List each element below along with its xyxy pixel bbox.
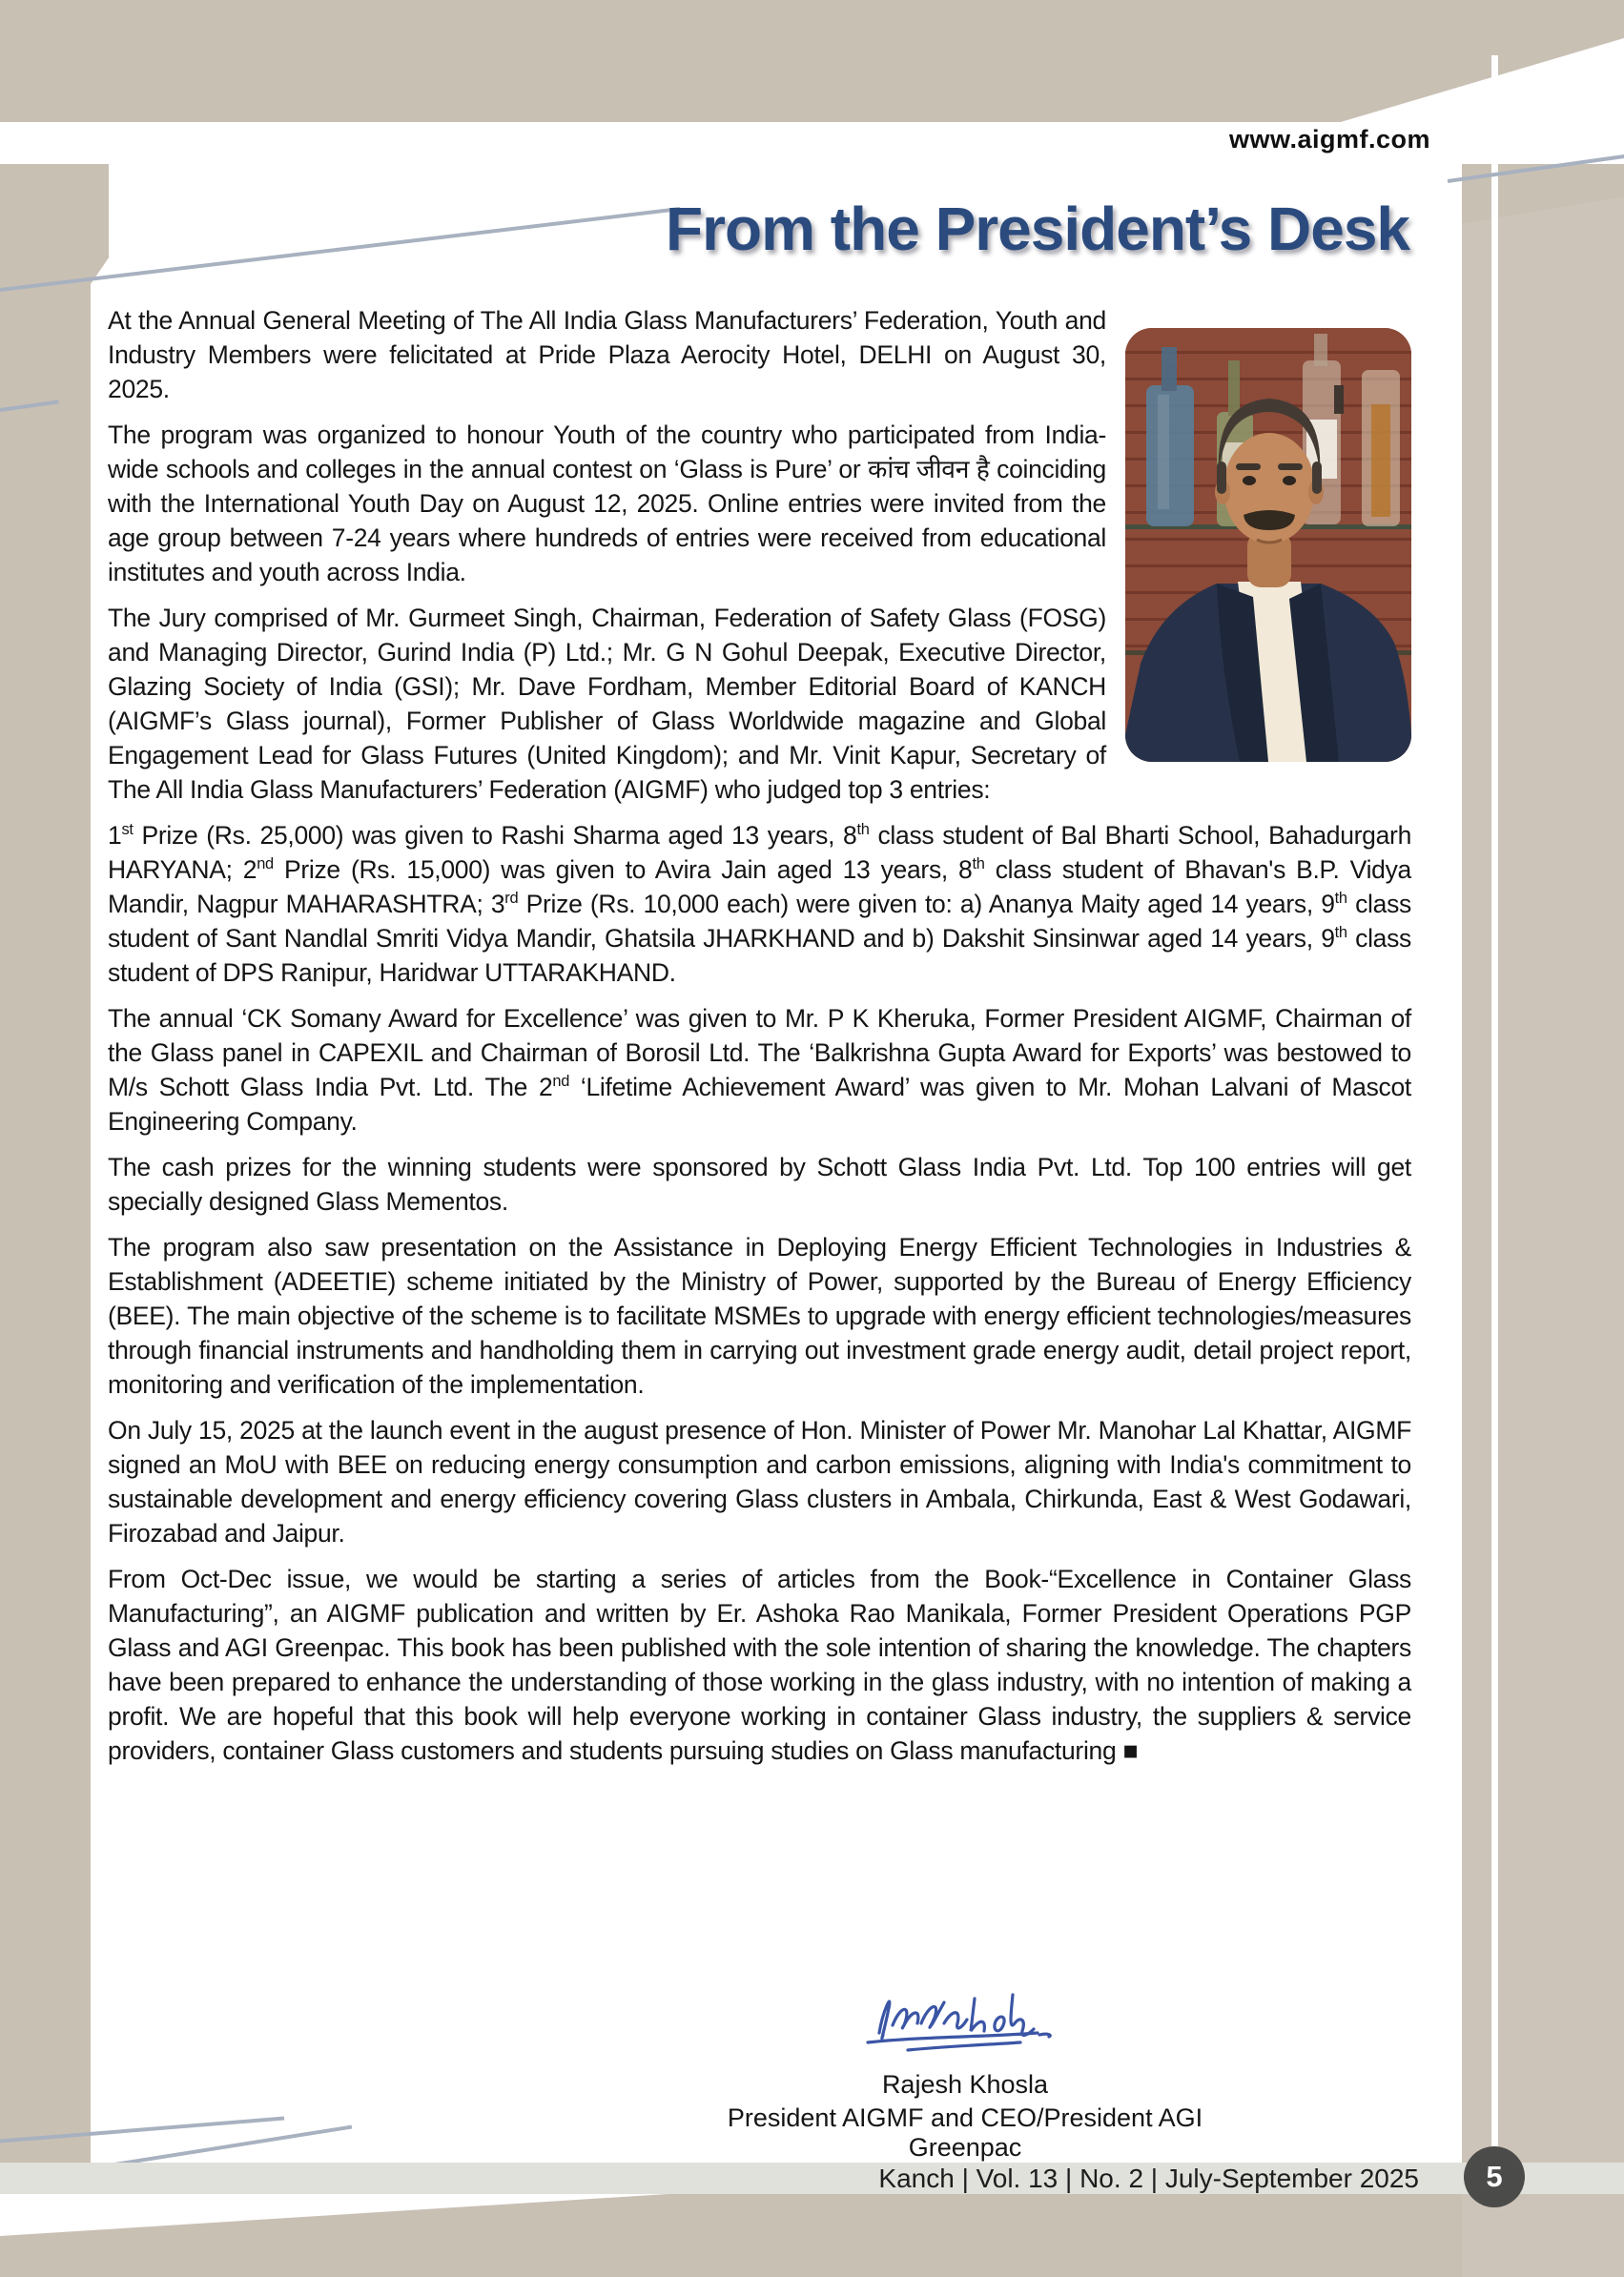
paragraph: At the Annual General Meeting of The All India Glass Manufacturers’ Federation, Youth and Industry Members were felicitated at Pride Plaza Aerocity Hotel, DELHI on August 30, 2025. <box>108 306 1106 403</box>
signatory-name: Rajesh Khosla <box>881 2070 1049 2099</box>
paragraph: The program was organized to honour Youth of the country who participated from India-wide schools and colleges in the annual contest on ‘Glass is Pure’ or कांच जीवन है coinciding with the International Youth Day on August 12, 2025. Online entries were invited from the age group between 7-24 years where hundreds of entries were received from educational institutes and youth across India. <box>108 421 1106 586</box>
footer-white-wedge <box>0 2194 668 2236</box>
top-beige-band <box>0 0 1624 122</box>
paragraph: From Oct-Dec issue, we would be starting a series of articles from the Book-“Excellence in Container Glass Manufacturing”, an AIGMF publication and written by Er. Ashoka Rao Manikala, Former President Operations PGP Glass and AGI Greenpac. This book has been published with the sole intention of sharing the knowledge. The chapters have been prepared to enhance the understanding of those working in the glass industry, with no intention of making a profit. We are hopeful that this book will help everyone working in container Glass industry, the suppliers & service providers, container Glass customers and students pursuing studies on Glass manufacturing ■ <box>108 1565 1411 1765</box>
signature-block <box>679 1981 1251 2163</box>
paragraph: 1st Prize (Rs. 25,000) was given to Rashi Sharma aged 13 years, 8th class student of Bal Bharti School, Bahadurgarh HARYANA; 2nd Prize (Rs. 15,000) was given to Avira Jain aged 13 years, 8th class student of Bhavan's B.P. Vidya Mandir, Nagpur MAHARASHTRA; 3rd Prize (Rs. 10,000 each) were given to: a) Ananya Maity aged 14 years, 9th class student of Sant Nandlal Smriti Vidya Mandir, Ghatsila JHARKHAND and b) Dakshit Sinsinwar aged 14 years, 9th class student of DPS Ranipur, Haridwar UTTARAKHAND. <box>108 821 1412 987</box>
paragraph: On July 15, 2025 at the launch event in the august presence of Hon. Minister of Power Mr. Manohar Lal Khattar, AIGMF signed an MoU with BEE on reducing energy consumption and carbon emissions, aligning with India's commitment to sustainable development and energy efficiency covering Glass clusters in Ambala, Chirkunda, East & West Godawari, Firozabad and Jaipur. <box>108 1416 1411 1548</box>
paragraph: The annual ‘CK Somany Award for Excellence’ was given to Mr. P K Kheruka, Former President AIGMF, Chairman of the Glass panel in CAPEXIL and Chairman of Borosil Ltd. The ‘Balkrishna Gupta Award for Exports’ was bestowed to M/s Schott Glass India Pvt. Ltd. The 2nd ‘Lifetime Achievement Award’ was given to Mr. Mohan Lalvani of Mascot Engineering Company. <box>108 1004 1411 1136</box>
right-beige-panel <box>1462 196 1624 2277</box>
signatory-role: President AIGMF and CEO/President AGI Greenpac <box>727 2103 1203 2162</box>
president-photo-graphic <box>1125 328 1411 762</box>
footer-issue-info: Kanch | Vol. 13 | No. 2 | July-September 2025 <box>878 2164 1419 2193</box>
paragraph: The Jury comprised of Mr. Gurmeet Singh, Chairman, Federation of Safety Glass (FOSG) and Managing Director, Gurind India (P) Ltd.; Mr. G N Gohul Deepak, Executive Director, Glazing Society of India (GSI); Mr. Dave Fordham, Member Editorial Board of KANCH (AIGMF’s Glass journal), Former Publisher of Glass Worldwide magazine and Global Engagement Lead for Glass Futures (United Kingdom); and Mr. Vinit Kapur, Secretary of The All India Glass Manufacturers’ Federation (AIGMF) who judged top 3 entries: <box>108 604 1106 804</box>
article-body <box>108 303 1411 1779</box>
website-url[interactable]: www.aigmf.com <box>1228 125 1430 154</box>
diagonal-rule <box>0 400 59 411</box>
paragraph: The cash prizes for the winning students were sponsored by Schott Glass India Pvt. Ltd. Top 100 entries will get specially designed Glass Mementos. <box>108 1153 1411 1216</box>
vertical-white-rule <box>1491 55 1498 2163</box>
page-number: 5 <box>1486 2160 1503 2193</box>
signature-image <box>851 1981 1079 2063</box>
page-number-badge <box>1464 2146 1525 2207</box>
paragraph: The program also saw presentation on the Assistance in Deploying Energy Efficient Technologies in Industries & Establishment (ADEETIE) scheme initiated by the Ministry of Power, supported by the Bureau of Energy Efficiency (BEE). The main objective of the scheme is to facilitate MSMEs to upgrade with energy efficient technologies/measures through financial instruments and handholding them in carrying out investment grade energy audit, detail project report, monitoring and verification of the implementation. <box>108 1233 1411 1399</box>
president-photo <box>1125 328 1411 762</box>
page-title: From the President’s Desk <box>666 195 1409 263</box>
